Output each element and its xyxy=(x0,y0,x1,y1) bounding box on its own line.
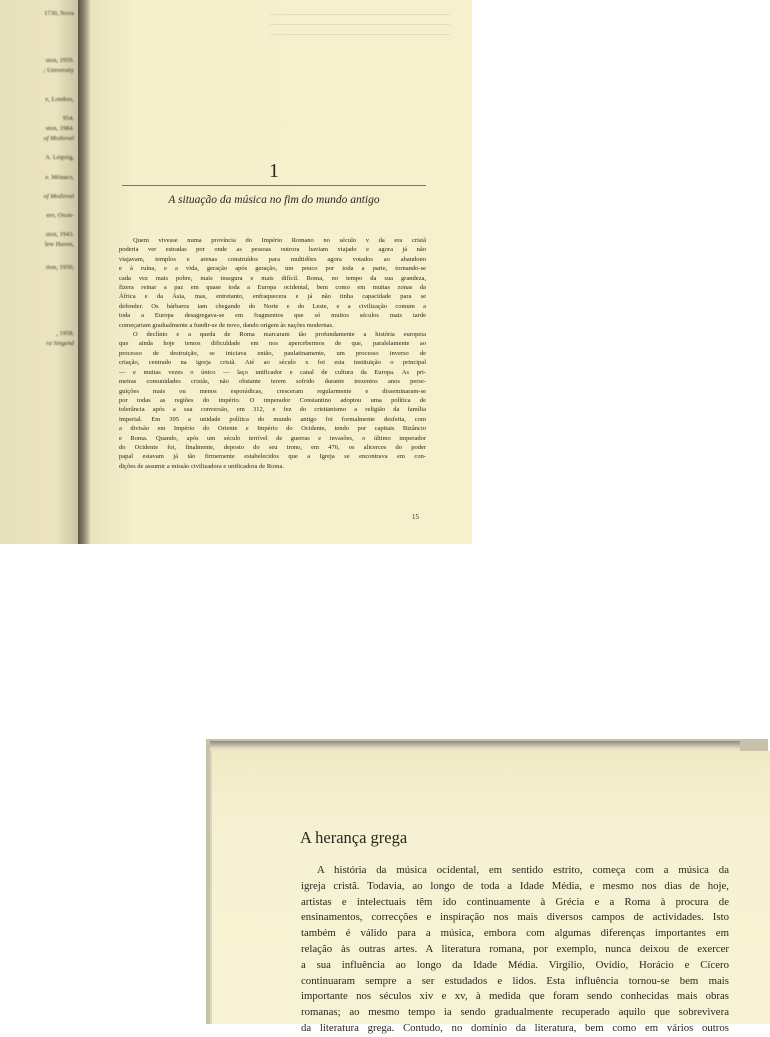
body-line: O declínio e a queda de Roma marcaram tão profundamente a história europeia xyxy=(133,331,426,339)
left-page-edge xyxy=(0,0,80,544)
body-line: continuaram sempre a ser estudados e lidos. Esta influência tornou-se bem mais xyxy=(301,974,729,987)
body-line: artistas e intelectuais têm ido continuamente à Grécia e a Roma à procura de xyxy=(301,895,729,908)
body-line: relação às outras artes. A literatura romana, por exemplo, nunca deixou de exercer xyxy=(301,942,729,955)
left-page-fragment: 1730, Nova xyxy=(44,10,74,17)
chapter-title: A situação da música no fim do mundo antigo xyxy=(168,194,380,206)
body-line: por todas as regiões do império. O imperador Constantino adoptou uma política de xyxy=(119,396,426,404)
body-line: a divisão em Império do Oriente e Império do Ocidente, tendo por capitais Bizâncio xyxy=(119,425,426,433)
left-page-fragment: A. Leipzig, xyxy=(45,154,74,161)
body-line: toda a Europa desagregava-se em fragmentos que só muitos séculos mais tarde xyxy=(119,312,426,320)
chapter-number: 1 xyxy=(269,160,279,182)
body-line: criação, centrado na igreja cristã. Até ao século x foi esta instituição o principal xyxy=(119,359,426,367)
page-number: 15 xyxy=(412,513,419,521)
left-page-fragment: ston, 1943. xyxy=(45,231,74,238)
body-line: do Ocidente foi, finalmente, deposto do seu trono, em 476, os alicerces do poder xyxy=(119,443,426,451)
left-page-fragment: of Medieval xyxy=(43,193,74,200)
scanned-page-bottom xyxy=(200,735,768,1034)
body-line: ensinamentos, correcções e inspiração nos mais diversos campos de actividades. Isto xyxy=(301,911,729,924)
body-line: importante nos séculos xiv e xv, à medida que foram sendo conhecidas mais obras xyxy=(301,990,729,1003)
body-line: que ainda hoje temos dificuldade em nos apercebermos de que, paralelamente ao xyxy=(119,340,426,348)
body-line: poderia ver estradas por onde as pessoas outrora haviam viajado e agora já não xyxy=(119,246,426,254)
body-line: processo de destruição, se iniciava então, paulatinamente, um processo inverso de xyxy=(119,349,426,357)
left-page-fragment: e. Mónaco, xyxy=(45,174,74,181)
body-line: da literatura grega. Contudo, no domínio da literatura, bem como em vários outros xyxy=(301,1021,729,1034)
left-page-fragment: ston, 1959. xyxy=(45,57,74,64)
book-gutter xyxy=(78,0,90,544)
body-line: igreja cristã. Todavia, ao longo de toda a Idade Média, e mesmo nos dias de hoje, xyxy=(301,879,729,892)
body-line: romanas; ao mesmo tempo ia sendo gradualmente recuperado aquilo que sobrevivera xyxy=(301,1006,729,1019)
body-line: defender. Os bárbaros iam chegando do Norte e do Leste, e a civilização comum a xyxy=(119,302,426,310)
body-line: A história da música ocidental, em sentido estrito, começa com a música da xyxy=(317,864,729,876)
left-page-fragment: e, Londres, xyxy=(45,96,74,103)
show-through-line xyxy=(270,34,450,35)
body-line: África e da Ásia, mas, entretanto, enfraquecera e já não tinha capacidade para se xyxy=(119,293,426,301)
left-page-fragment: rton, 1950; xyxy=(45,264,74,271)
left-page-fragment: lew Haven, xyxy=(44,241,74,248)
body-line: guições mais ou menos esporádicas, cresceram regularmente e disseminaram-se xyxy=(119,387,426,395)
body-line: cada vez mais pobre, mais insegura e mais difícil. Roma, no tempo da sua grandeza, xyxy=(119,274,426,282)
left-page-fragment: 954. xyxy=(62,115,74,122)
body-line: papal estavam já tão firmemente estabelecidos que a Igreja se encontrava em con- xyxy=(119,453,426,461)
body-line: dições de assumir a missão civilizadora e unificadora de Roma. xyxy=(119,462,284,470)
left-page-fragment: ston, 1984. xyxy=(45,125,74,132)
left-page-fragment: ra Singend xyxy=(46,340,74,347)
body-line: viajavam, templos e arenas construídos para multidões agora votados ao abandono xyxy=(119,255,426,263)
chapter-rule xyxy=(122,185,426,186)
body-line: imperial. Em 395 a unidade política do mundo antigo foi formalmente desfeita, com xyxy=(119,415,426,423)
body-line: e Roma. Quando, após um século terrível de guerras e invasões, o último imperador xyxy=(119,434,426,442)
body-line: tolerância após a sua conversão, em 312, e fez do cristianismo a religião da família xyxy=(119,406,426,414)
body-line: a sua influência ao longo da Idade Média. Virgílio, Ovídio, Horácio e Cícero xyxy=(301,958,729,971)
scanned-book-spread-top xyxy=(0,0,472,544)
left-page-fragment: ; University xyxy=(43,67,74,74)
body-line: e à ruína, e a vida, geração após geração, um pouco por toda a parte, tornando-se xyxy=(119,265,426,273)
section-title: A herança grega xyxy=(300,828,408,847)
body-line: começariam gradualmente a fundir-se de novo, dando origem às nações modernas. xyxy=(119,321,334,329)
show-through-line xyxy=(270,14,450,15)
body-line: — e muitas vezes o único — laço unificador e canal de cultura da Europa. As pri- xyxy=(119,368,426,376)
chapter-body-text xyxy=(119,236,426,471)
body-line: também é válido para a música, embora com algumas diferenças importantes em xyxy=(301,927,729,940)
show-through-line xyxy=(270,24,450,25)
body-line: fizera reinar a paz em quase toda a Europa ocidental, bem como em muitas zonas da xyxy=(119,284,426,292)
left-page-fragment: of Medieval xyxy=(43,135,74,142)
body-line: Quem vivesse numa província do Império Romano no século v da era cristã xyxy=(133,237,426,244)
section-body-text xyxy=(301,863,729,1037)
left-page-fragment: , 1958. xyxy=(56,330,74,337)
body-line: meiras comunidades cristãs, não obstante terem sofrido durante trezentos anos perse- xyxy=(119,378,426,386)
left-page-fragment: ero, Oxon- xyxy=(46,212,74,219)
